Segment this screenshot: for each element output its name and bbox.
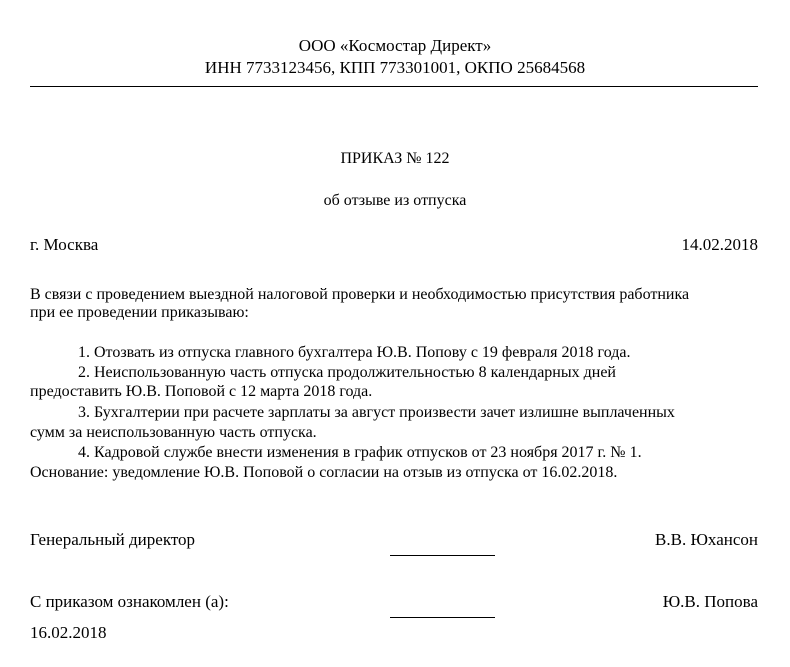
city: г. Москва [30, 235, 99, 254]
order-title: ПРИКАЗ № 122 [340, 150, 450, 167]
director-name: В.В. Юхансон [655, 530, 758, 549]
header-divider [30, 86, 758, 87]
item-2-line-2: предоставить Ю.В. Поповой с 12 марта 2018 года. [30, 383, 373, 400]
item-1: 1. Отозвать из отпуска главного бухгалтера Ю.В. Попову с 19 февраля 2018 года. [78, 344, 631, 361]
basis-line: Основание: уведомление Ю.В. Поповой о согласии на отзыв из отпуска от 16.02.2018. [30, 464, 618, 481]
item-2-line-1: 2. Неиспользованную часть отпуска продолжительностью 8 календарных дней [78, 364, 616, 381]
acknowledgement-date: 16.02.2018 [30, 623, 107, 642]
company-requisites: ИНН 7733123456, КПП 773301001, ОКПО 25684568 [204, 58, 586, 77]
director-title: Генеральный директор [30, 530, 196, 549]
acknowledgement-label: С приказом ознакомлен (а): [30, 592, 229, 611]
item-3-line-2: сумм за неиспользованную часть отпуска. [30, 424, 317, 441]
intro-line-1: В связи с проведением выездной налоговой проверки и необходимостью присутствия работника [30, 286, 690, 303]
employee-name: Ю.В. Попова [662, 592, 758, 611]
director-signature-line [390, 555, 495, 556]
order-date: 14.02.2018 [681, 235, 758, 254]
employee-signature-line [390, 617, 495, 618]
order-subject: об отзыве из отпуска [323, 192, 467, 209]
item-3-line-1: 3. Бухгалтерии при расчете зарплаты за август произвести зачет излишне выплаченных [78, 404, 675, 421]
item-4: 4. Кадровой службе внести изменения в график отпусков от 23 ноября 2017 г. № 1. [78, 444, 642, 461]
intro-line-2: при ее проведении приказываю: [30, 304, 249, 321]
company-name: ООО «Космостар Директ» [298, 36, 492, 55]
